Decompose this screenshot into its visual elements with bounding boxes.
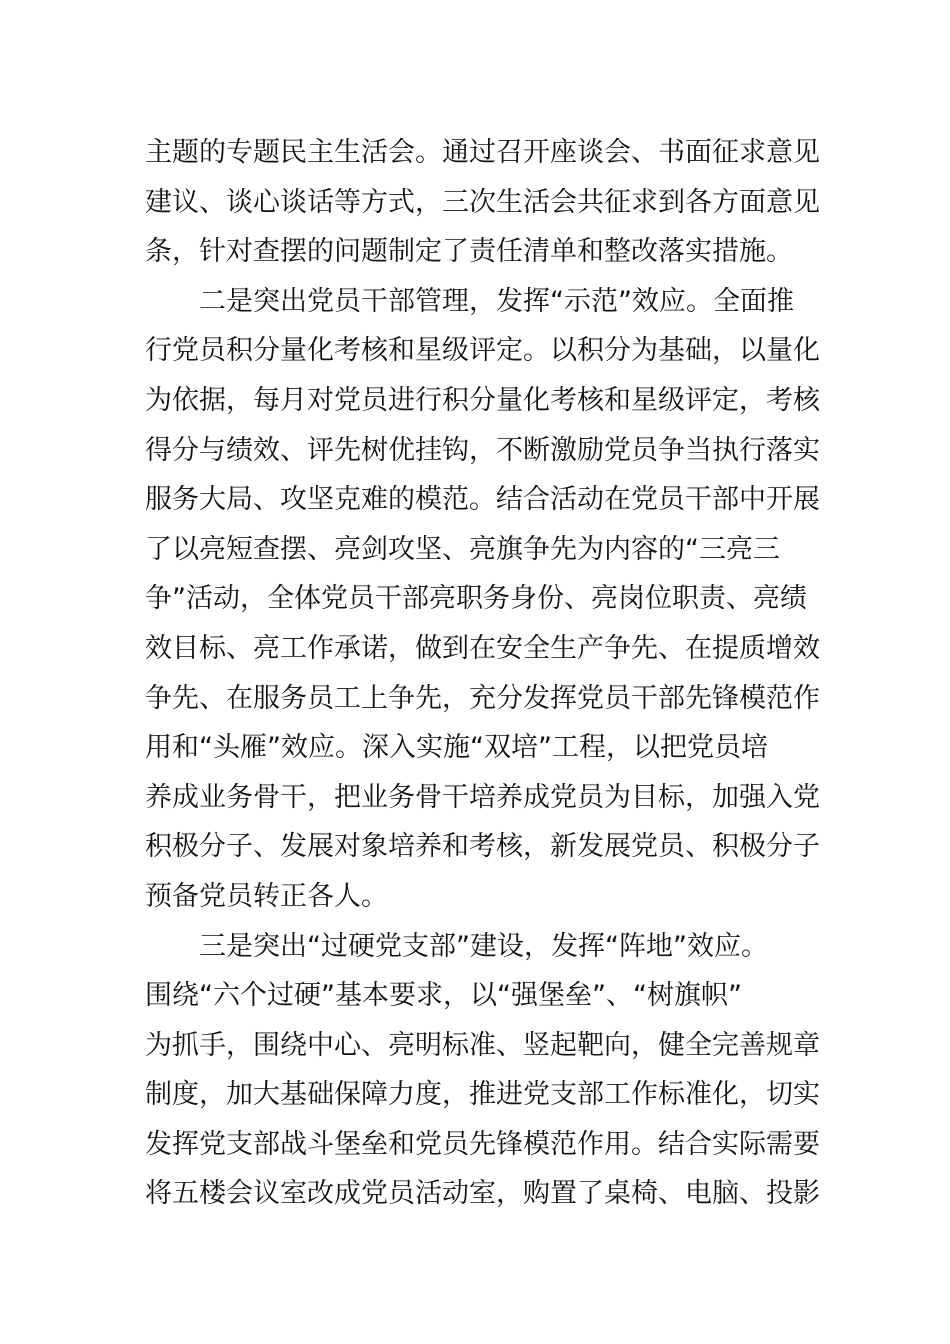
text-line: 服务大局、攻坚克难的模范。结合活动在党员干部中开展 <box>145 484 820 516</box>
text-line: 了以亮短查摆、亮剑攻坚、亮旗争先为内容的“三亮三 <box>145 533 780 565</box>
text-line: 围绕“六个过硬”基本要求，以“强堡垒”、“树旗帜” <box>145 980 742 1012</box>
text-line: 争”活动，全体党员干部亮职务身份、亮岗位职责、亮绩 <box>145 583 807 615</box>
text-line: 得分与绩效、评先树优挂钩，不断激励党员争当执行落实 <box>145 434 820 466</box>
text-line: 建议、谈心谈话等方式，三次生活会共征求到各方面意见 <box>145 186 820 218</box>
text-line: 制度，加大基础保障力度，推进党支部工作标准化，切实 <box>145 1079 820 1111</box>
text-line: 效目标、亮工作承诺，做到在安全生产争先、在提质增效 <box>145 632 820 664</box>
text-line: 用和“头雁”效应。深入实施“双培”工程，以把党员培 <box>145 732 768 764</box>
text-line: 将五楼会议室改成党员活动室，购置了桌椅、电脑、投影 <box>145 1178 820 1210</box>
text-line: 为抓手，围绕中心、亮明标准、竖起靶向，健全完善规章 <box>145 1029 820 1061</box>
text-line: 争先、在服务员工上争先，充分发挥党员干部先锋模范作 <box>145 682 820 714</box>
text-line: 为依据，每月对党员进行积分量化考核和星级评定，考核 <box>145 384 820 416</box>
text-line: 条，针对查摆的问题制定了责任清单和整改落实措施。 <box>145 236 793 268</box>
text-line: 养成业务骨干，把业务骨干培养成党员为目标，加强入党 <box>145 781 820 813</box>
document-body <box>145 128 820 1219</box>
text-line: 发挥党支部战斗堡垒和党员先锋模范作用。结合实际需要 <box>145 1128 820 1160</box>
text-line: 行党员积分量化考核和星级评定。以积分为基础，以量化 <box>145 335 820 367</box>
text-line: 预备党员转正各人。 <box>145 880 388 912</box>
paragraph-start-line: 三是突出“过硬党支部”建设，发挥“阵地”效应。 <box>199 930 768 962</box>
text-line: 主题的专题民主生活会。通过召开座谈会、书面征求意见 <box>145 137 820 168</box>
text-line: 积极分子、发展对象培养和考核，新发展党员、积极分子 <box>145 831 820 863</box>
paragraph-start-line: 二是突出党员干部管理，发挥“示范”效应。全面推 <box>199 285 794 317</box>
